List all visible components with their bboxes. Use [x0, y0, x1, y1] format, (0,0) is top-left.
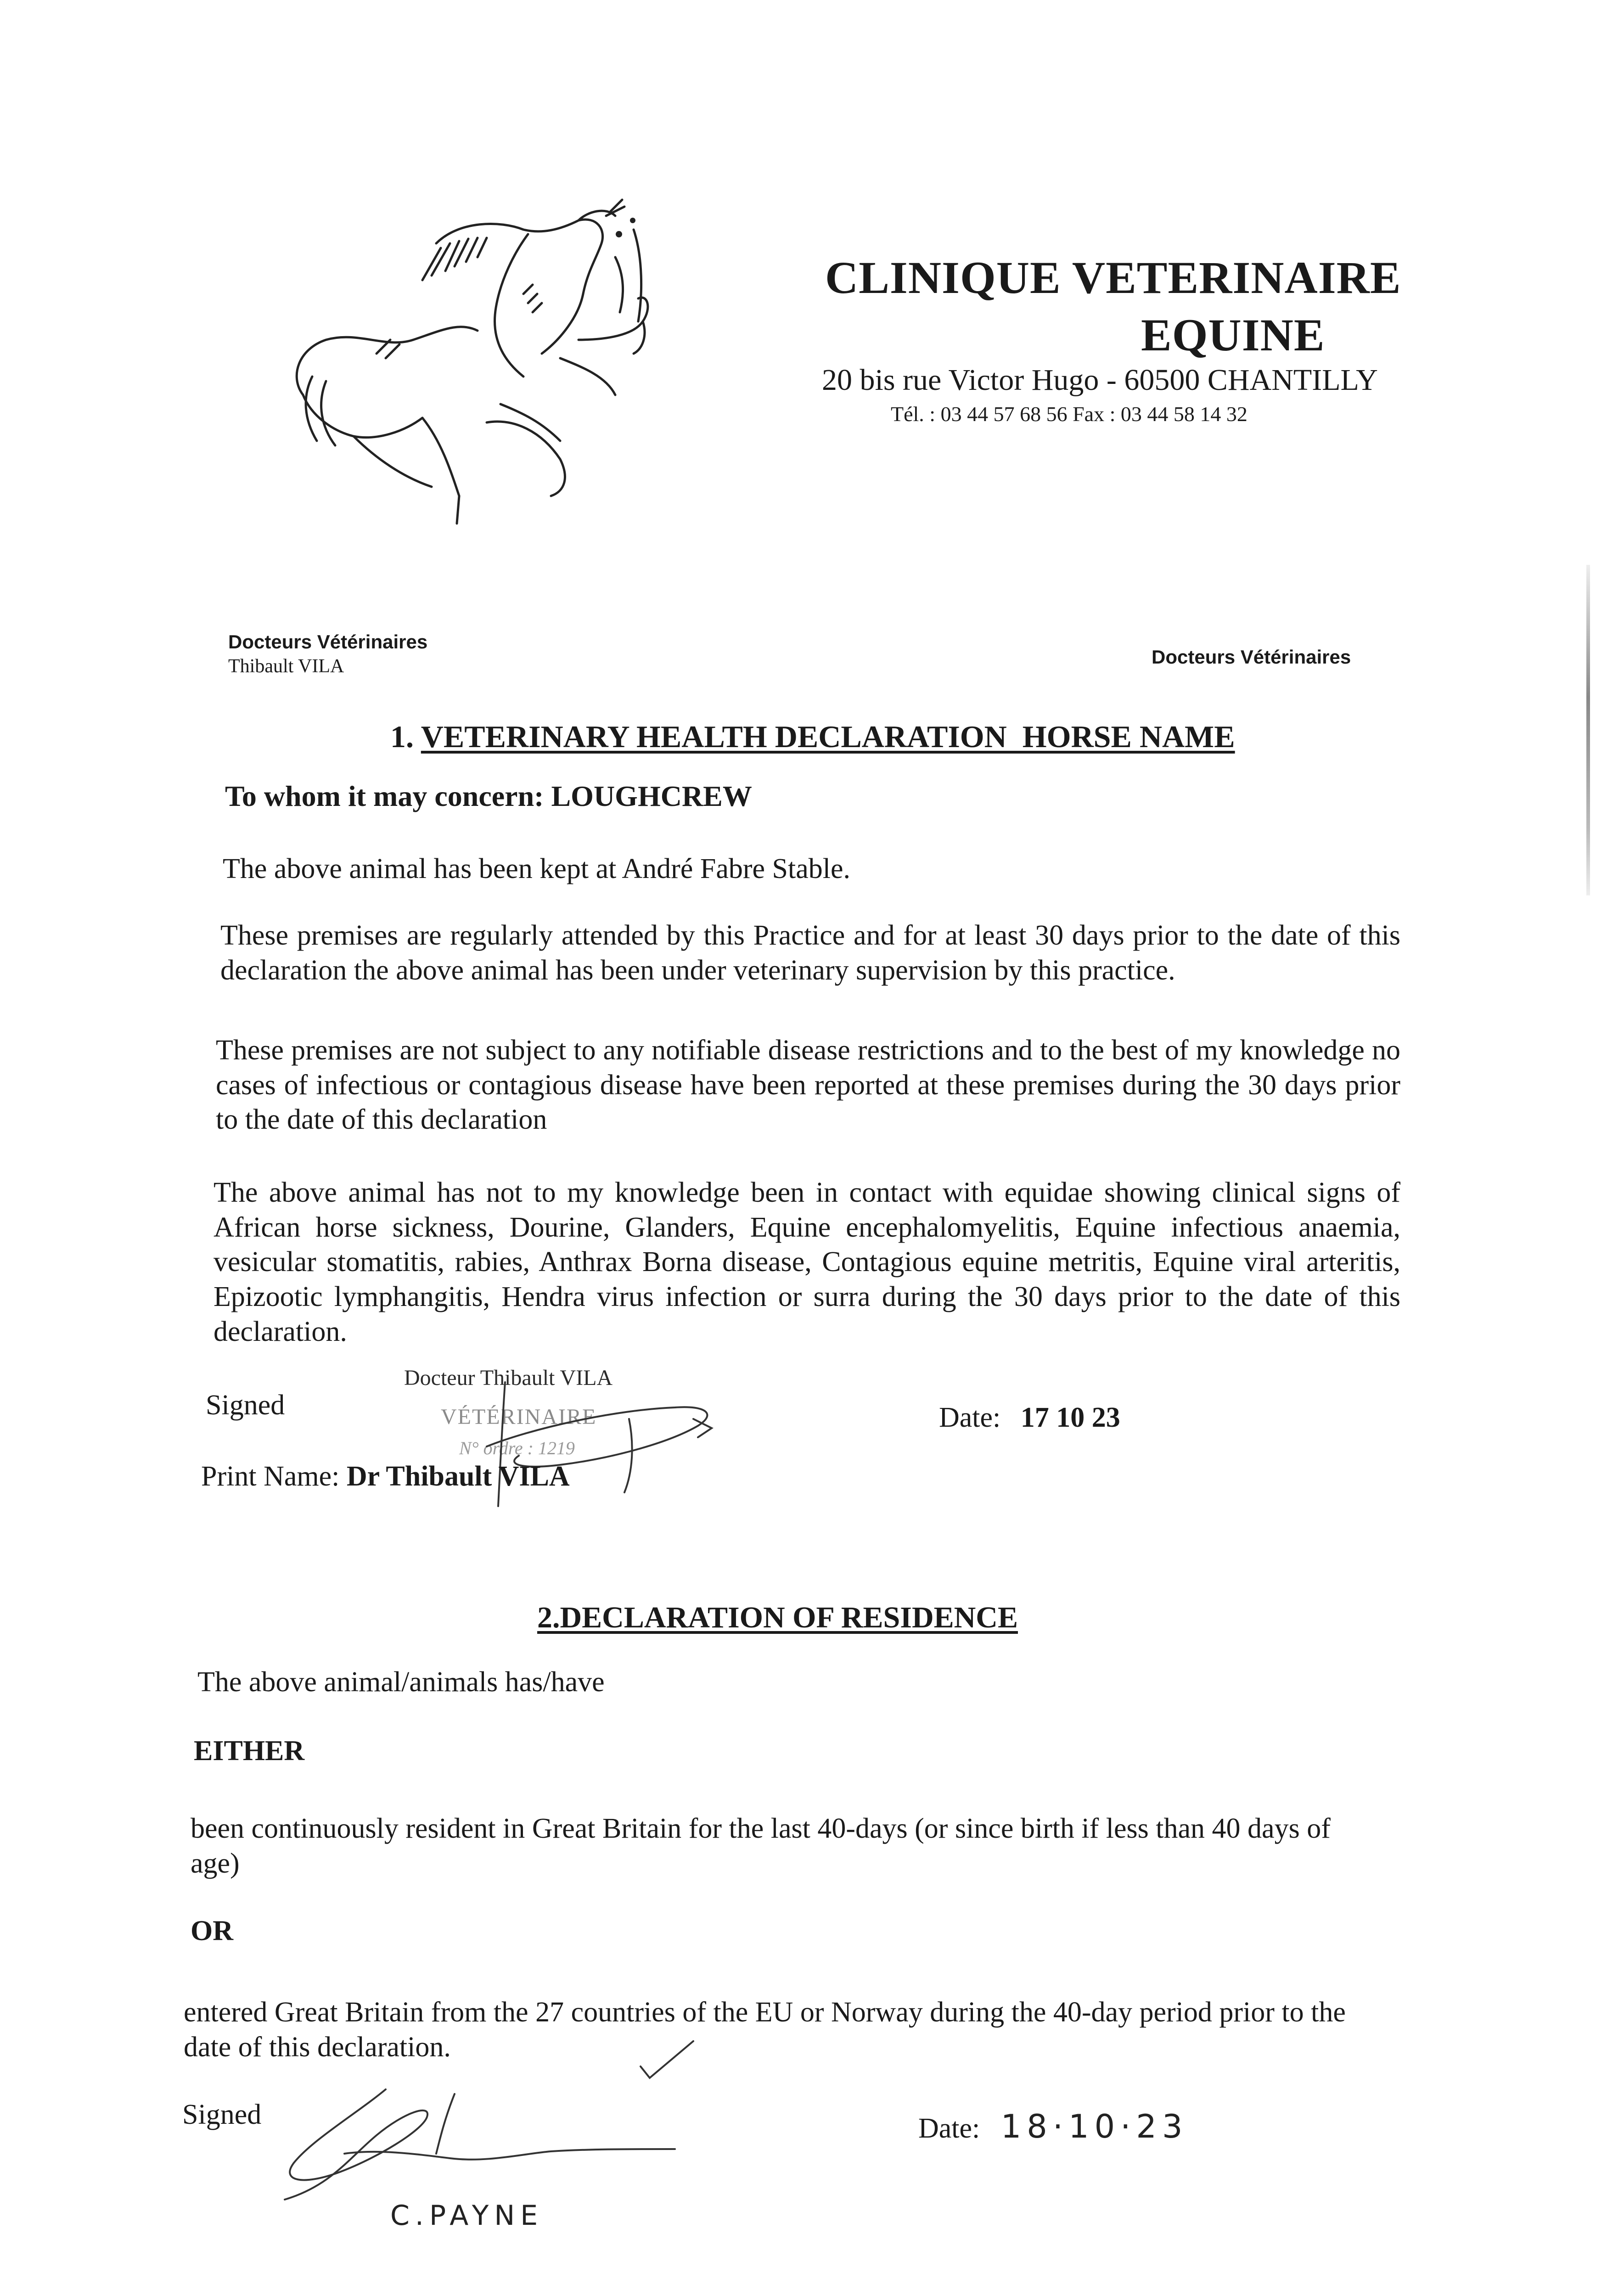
rearing-horses-logo-icon	[285, 202, 698, 533]
section1-paragraph-supervision: These premises are regularly attended by this Practice and for at least 30 days prior to the date of this declaration the above animal has been under veterinary supervision by this practice.	[220, 920, 1400, 986]
section1-heading-number: 1.	[390, 719, 414, 754]
section2-intro: The above animal/animals has/have	[197, 1666, 605, 1698]
stamp-title: VÉTÉRINAIRE	[441, 1405, 597, 1429]
section2-either: EITHER	[194, 1735, 305, 1767]
doctors-left-title: Docteurs Vétérinaires	[228, 631, 428, 653]
checkmark-icon	[638, 2039, 698, 2085]
print-name-label: Print Name:	[201, 1461, 340, 1492]
section2-heading-wrap	[537, 1600, 1018, 1635]
section1-date-label: Date:	[939, 1402, 1001, 1433]
clinic-name-line1: CLINIQUE VETERINAIRE	[825, 252, 1401, 303]
section2-or: OR	[191, 1915, 233, 1947]
section1-date	[939, 1401, 1120, 1434]
section2-date-value: 18·10·23	[1000, 2108, 1188, 2145]
section2-date	[918, 2108, 1188, 2145]
section1-paragraph-contact: The above animal has not to my knowledge been in contact with equidae showing clinical signs of African horse sickness, Dourine, Glanders, Equine encephalomyelitis, Equine infectious anaemia, vesicular stomatitis, rabies, Anthrax Borna disease, Contagious equine metritis, Equine viral arteritis, Epizootic lymphangitis, Hendra virus infection or surra during the 30 days prior to the date of this declaration.	[214, 1177, 1400, 1347]
section1-signed-label: Signed	[206, 1390, 285, 1421]
print-name-value: Dr Thibault VILA	[346, 1461, 570, 1492]
section2-heading: 2.DECLARATION OF RESIDENCE	[537, 1601, 1018, 1634]
section1-greeting: To whom it may concern: LOUGHCREW	[225, 780, 752, 812]
section1-heading	[390, 719, 1235, 755]
doctors-left	[228, 630, 427, 678]
stamp-order-number: N° ordre : 1219	[459, 1438, 575, 1458]
stamp-doctor-name: Docteur Thibault VILA	[404, 1366, 613, 1390]
clinic-phone-fax: Tél. : 03 44 57 68 56 Fax : 03 44 58 14 32	[891, 402, 1248, 426]
section2-signature-name: C.PAYNE	[390, 2200, 544, 2232]
section2-date-label: Date:	[918, 2113, 980, 2144]
section1-paragraph-restrictions: These premises are not subject to any notifiable disease restrictions and to the best of my knowledge no cases of infectious or contagious disease have been reported at these premises during the 30 days prior to the date of this declaration	[216, 1035, 1400, 1136]
section1-paragraph-stable: The above animal has been kept at André Fabre Stable.	[223, 853, 850, 884]
doctors-left-name: Thibault VILA	[228, 655, 344, 677]
payne-signature-icon	[275, 2085, 689, 2204]
clinic-name-line2: EQUINE	[1141, 310, 1325, 360]
doctors-right-title: Docteurs Vétérinaires	[1152, 646, 1351, 668]
clinic-address: 20 bis rue Victor Hugo - 60500 CHANTILLY	[822, 363, 1378, 397]
section1-print-name	[201, 1460, 570, 1493]
scan-edge-shadow	[1586, 565, 1590, 895]
section2-option1: been continuously resident in Great Britain for the last 40-days (or since birth if less than 40 days of age)	[191, 1813, 1331, 1879]
section1-heading-title: VETERINARY HEALTH DECLARATION HORSE NAME	[421, 719, 1235, 754]
section2-signed-label: Signed	[182, 2099, 262, 2130]
section1-date-value: 17 10 23	[1020, 1402, 1120, 1433]
section2-option2: entered Great Britain from the 27 countries of the EU or Norway during the 40-day period prior to the date of this declaration.	[184, 1997, 1346, 2063]
